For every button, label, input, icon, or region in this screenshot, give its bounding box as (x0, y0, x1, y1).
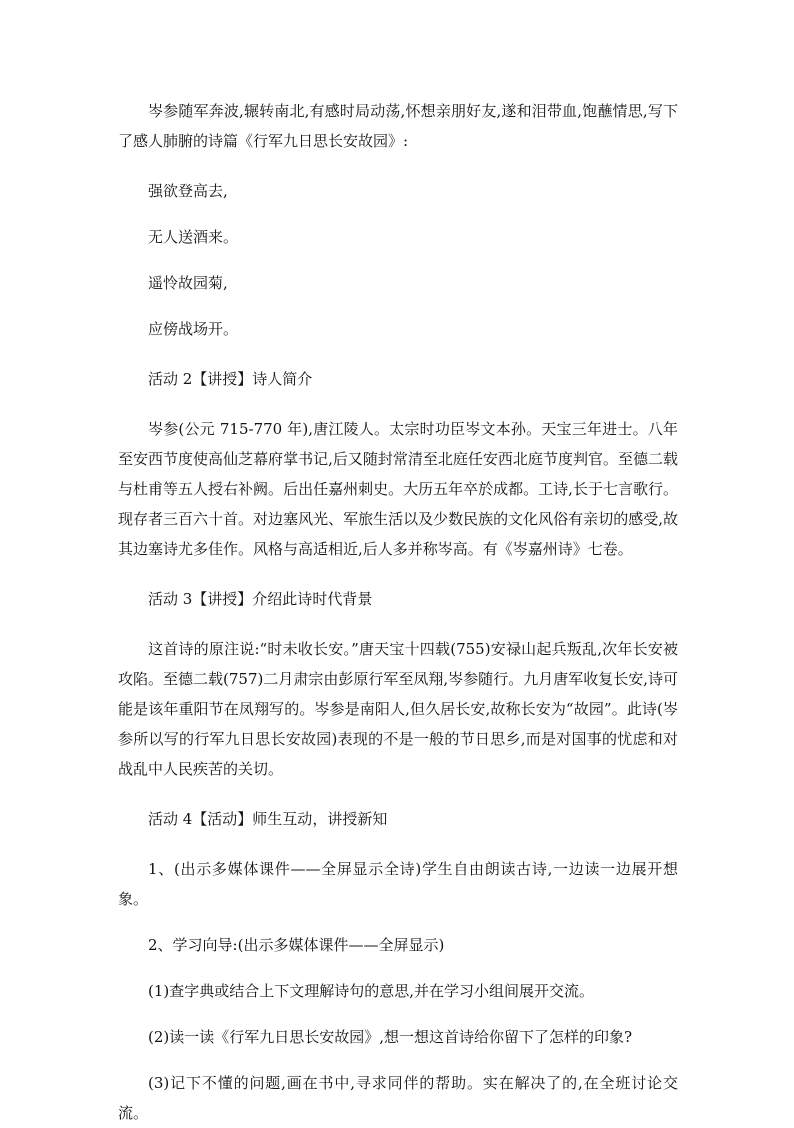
intro-paragraph: 岑参随军奔波,辗转南北,有感时局动荡,怀想亲朋好友,遂和泪带血,饱蘸情思,写下了感人肺腑的诗篇《行军九日思长安故园》: (118, 102, 678, 150)
activity4-item-3: (1)查字典或结合上下文理解诗句的意思,并在学习小组间展开交流。 (148, 982, 595, 1000)
activity4-item-2: 2、学习向导:(出示多媒体课件——全屏显示) (148, 936, 445, 954)
activity4-item-5: (3)记下不懂的问题,画在书中,寻求同伴的帮助。实在解决了的,在全班讨论交流。 (118, 1074, 678, 1122)
document-body (118, 96, 678, 1128)
poem-line-1: 强欲登高去, (148, 182, 228, 200)
activity2-paragraph: 岑参(公元 715-770 年),唐江陵人。太宗时功臣岑文本孙。天宝三年进士。八年至安西节度使高仙芝幕府掌书记,后又随封常清至北庭任安西北庭节度判官。至德二载与杜甫等五人授右补阙。后出任嘉州刺史。大历五年卒於成都。工诗,长于七言歌行。现存者三百六十首。对边塞风光、军旅生活以及少数民族的文化风俗有亲切的感受,故其边塞诗尤多佳作。风格与高适相近,后人多并称岑高。有《岑嘉州诗》七卷。 (118, 420, 678, 558)
activity4-item-1: 1、(出示多媒体课件——全屏显示全诗)学生自由朗读古诗,一边读一边展开想象。 (118, 860, 678, 908)
activity3-paragraph: 这首诗的原注说:“时未收长安。”唐天宝十四载(755)安禄山起兵叛乱,次年长安被攻陷。至德二载(757)二月肃宗由彭原行军至凤翔,岑参随行。九月唐军收复长安,诗可能是该年重阳节在凤翔写的。岑参是南阳人,但久居长安,故称长安为“故园”。此诗(岑参所以写的行军九日思长安故园)表现的不是一般的节日思乡,而是对国事的忧虑和对战乱中人民疾苦的关切。 (118, 640, 678, 778)
activity2-heading: 活动 2【讲授】诗人简介 (148, 370, 313, 388)
poem-line-4: 应傍战场开。 (148, 320, 239, 338)
activity4-item-4: (2)读一读《行军九日思长安故园》,想一想这首诗给你留下了怎样的印象? (148, 1028, 633, 1046)
poem-line-3: 遥怜故园菊, (148, 274, 228, 292)
activity3-heading: 活动 3【讲授】介绍此诗时代背景 (148, 590, 373, 608)
activity4-heading: 活动 4【活动】师生互动，讲授新知 (148, 810, 388, 828)
poem-line-2: 无人送酒来。 (148, 228, 239, 246)
